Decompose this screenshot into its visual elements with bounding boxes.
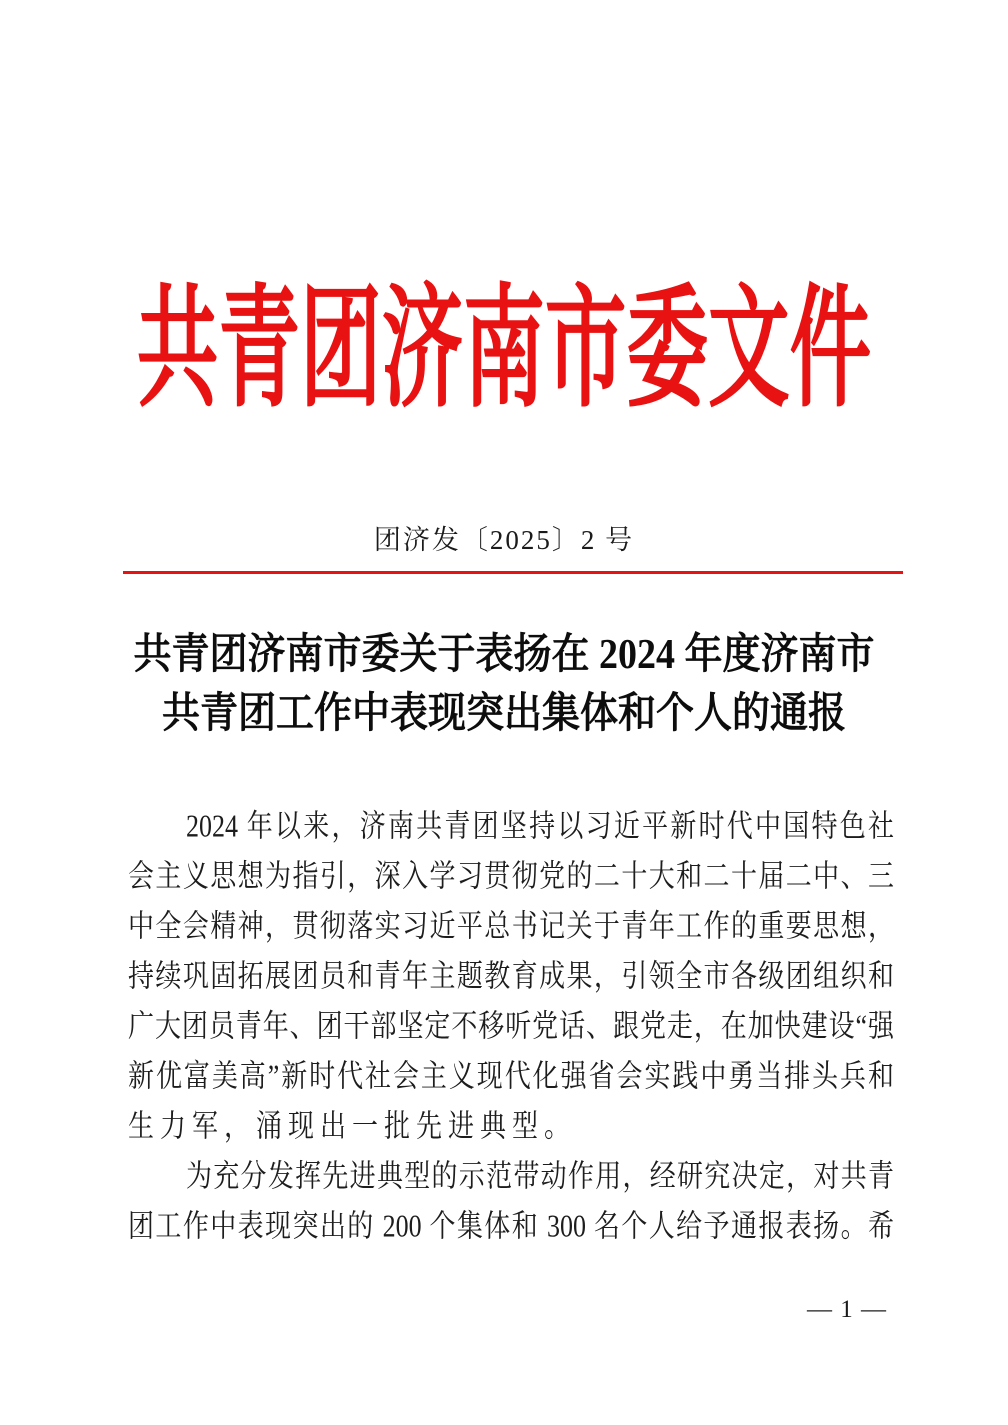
body-paragraph1-line: 2024 年以来，济南共青团坚持以习近平新时代中国特色社 [186,809,894,844]
body-paragraph1-line: 生力军，涌现出一批先进典型。 [128,1109,577,1144]
body-paragraph1-line: 广大团员青年、团干部坚定不移听党话、跟党走，在加快建设“强 [128,1009,894,1044]
body-paragraph1-line: 中全会精神，贯彻落实习近平总书记关于青年工作的重要思想， [128,909,894,944]
document-title [0,626,1008,744]
body-paragraph2-line: 团工作中表现突出的 200 个集体和 300 名个人给予通报表扬。希 [128,1209,894,1244]
document-title-line-1: 共青团济南市委关于表扬在 2024 年度济南市 [133,631,875,679]
body-paragraph1-line: 新优富美高”新时代社会主义现代化强省会实践中勇当排头兵和 [128,1059,894,1094]
letterhead [0,268,1008,432]
page-number: — 1 — [807,1296,887,1323]
red-divider-rule [123,571,903,574]
body-paragraph2-line: 为充分发挥先进典型的示范带动作用，经研究决定，对共青 [186,1159,894,1194]
body-paragraph1-line: 会主义思想为指引，深入学习贯彻党的二十大和二十届二中、三 [128,859,894,894]
letterhead-org-title: 共青团济南市委文件 [136,275,872,424]
body-text [128,802,894,1252]
document-title-line-2: 共青团工作中表现突出集体和个人的通报 [161,690,846,738]
body-paragraph1-line: 持续巩固拓展团员和青年主题教育成果，引领全市各级团组织和 [128,959,894,994]
document-number: 团济发〔2025〕2 号 [373,525,635,555]
